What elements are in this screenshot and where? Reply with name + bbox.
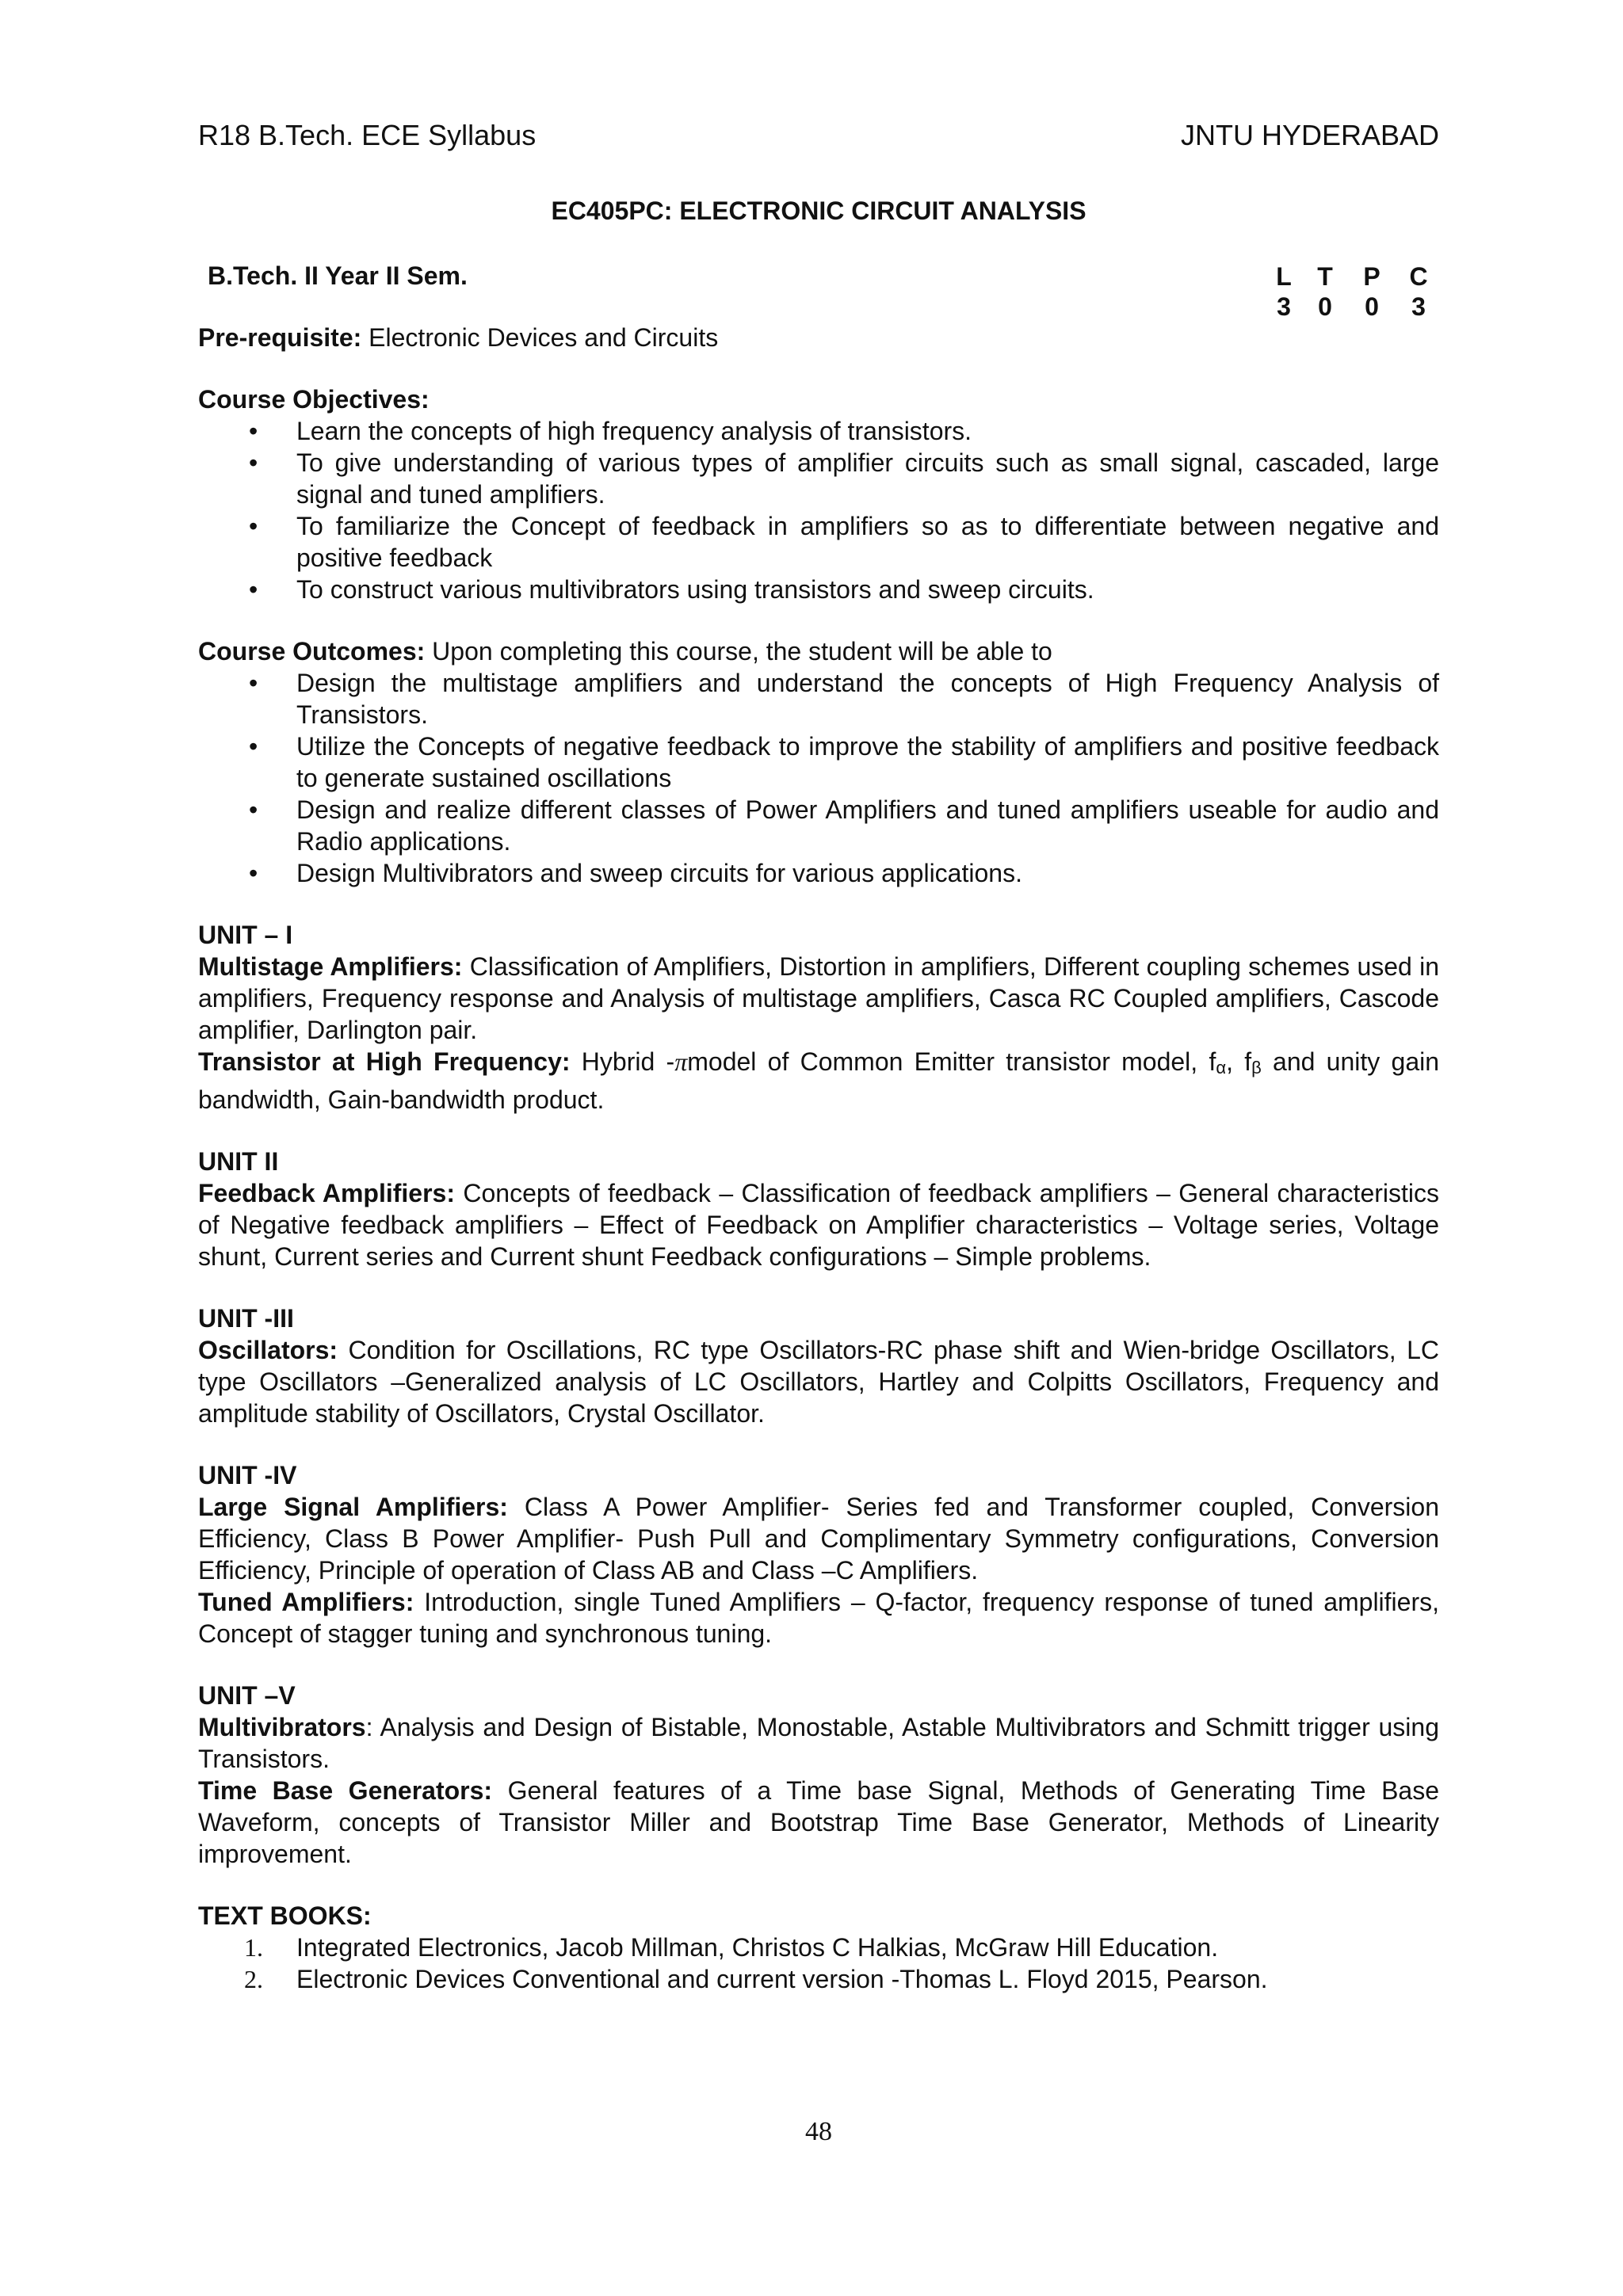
ltpc-label-p: P [1363,262,1381,291]
unit1-topic-1: Multistage Amplifiers: [198,952,463,981]
page-header [198,119,1439,157]
ltpc-table [1263,261,1439,322]
unit3-topic-1: Oscillators: [198,1336,338,1364]
objectives-heading: Course Objectives: [198,385,430,414]
header-left: R18 B.Tech. ECE Syllabus [198,119,537,151]
unit5-text-1: : Analysis and Design of Bistable, Monostable, Astable Multivibrators and Schmitt trigger using Transistors. [198,1713,1439,1773]
ltpc-value-l: 3 [1277,292,1291,321]
course-title: EC405PC: ELECTRONIC CIRCUIT ANALYSIS [551,196,1086,225]
unit4-text-2: Introduction, single Tuned Amplifiers – Q-factor, frequency response of tuned amplifiers, Concept of stagger tuning and synchronous tuning. [198,1588,1440,1648]
unit5-text-2: General features of a Time base Signal, Methods of Generating Time Base Waveform, concepts of Transistor Miller and Bootstrap Time Base Generator, Methods of Linearity improvement. [198,1776,1439,1868]
unit5-paragraph-2 [198,1775,1439,1870]
ltpc-value-t: 0 [1318,292,1332,321]
textbooks-list [198,1932,1439,1995]
list-item: • To give understanding of various types of amplifier circuits such as small signal, cascaded, large signal and tuned amplifiers. [198,447,1439,510]
list-number: 1. [244,1933,263,1962]
unit1-heading: UNIT – I [198,921,293,949]
unit5-topic-1: Multivibrators [198,1713,366,1741]
unit1-topic-2: Transistor at High Frequency: [198,1047,571,1076]
beta-subscript: β [1251,1058,1262,1077]
ltpc-label-l: L [1276,262,1292,291]
header-right: JNTU HYDERABAD [1180,119,1439,151]
list-number: 2. [244,1965,263,1993]
unit2-topic-1: Feedback Amplifiers: [198,1179,455,1207]
textbook-text: Integrated Electronics, Jacob Millman, Christos C Halkias, McGraw Hill Education. [296,1933,1219,1962]
unit2-text-1: Concepts of feedback – Classification of feedback amplifiers – General characteristics of Negative feedback amplifiers – Effect of Feedback on Amplifier characteristics – Voltage series, Voltage shunt, Current series and Current shunt Feedback configurations – Simple problems. [198,1179,1440,1271]
objectives-list [198,415,1439,605]
outcomes-intro [198,635,1439,667]
pi-symbol: π [674,1047,688,1076]
outcomes-heading: Course Outcomes: [198,637,426,666]
unit5-heading: UNIT –V [198,1681,296,1710]
textbook-text: Electronic Devices Conventional and current version -Thomas L. Floyd 2015, Pearson. [296,1965,1268,1993]
unit1-text-2d: and unity gain bandwidth, Gain-bandwidth product. [198,1047,1440,1114]
unit3-text-1: Condition for Oscillations, RC type Oscillators-RC phase shift and Wien-bridge Oscillators, LC type Oscillators –Generalized analysis of LC Oscillators, Hartley and Colpitts Oscillators, Frequency and amplitude stability of Oscillators, Crystal Oscillator. [198,1336,1439,1428]
unit1-text-2a: Hybrid - [570,1047,675,1076]
list-item: • To familiarize the Concept of feedback in amplifiers so as to differentiate between negative and positive feedback [198,510,1439,574]
list-item [198,1963,1439,1995]
page-number: 48 [805,2117,832,2146]
unit2-heading: UNIT II [198,1147,279,1176]
unit3-heading: UNIT -III [198,1304,294,1333]
ltpc-labels [1263,261,1439,292]
prerequisite [198,322,1439,353]
unit5-topic-2: Time Base Generators: [198,1776,493,1805]
unit1-text-2b: model of Common Emitter transistor model, f [687,1047,1216,1076]
unit4-topic-2: Tuned Amplifiers: [198,1588,414,1616]
list-item: • Utilize the Concepts of negative feedback to improve the stability of amplifiers and positive feedback to generate sustained oscillations [198,730,1439,794]
unit3-paragraph-1 [198,1334,1439,1429]
ltpc-label-t: T [1317,262,1333,291]
ltpc-value-c: 3 [1411,292,1426,321]
syllabus-content [198,322,1439,1995]
textbooks-heading: TEXT BOOKS: [198,1901,372,1930]
unit5-paragraph-1 [198,1711,1439,1775]
list-item: • Design Multivibrators and sweep circuits for various applications. [198,857,1439,889]
list-item: • Design and realize different classes of Power Amplifiers and tuned amplifiers useable for audio and Radio applications. [198,794,1439,857]
list-item [198,1932,1439,1963]
unit1-paragraph-1 [198,951,1439,1046]
unit4-paragraph-1 [198,1491,1439,1586]
ltpc-value-p: 0 [1365,292,1379,321]
alpha-subscript: α [1216,1058,1227,1077]
list-item: • To construct various multivibrators using transistors and sweep circuits. [198,574,1439,605]
prerequisite-text: Electronic Devices and Circuits [361,323,719,352]
ltpc-label-c: C [1409,262,1428,291]
semester-label: B.Tech. II Year II Sem. [208,261,468,290]
list-item: • Design the multistage amplifiers and understand the concepts of High Frequency Analysis of Transistors. [198,667,1439,730]
unit2-paragraph-1 [198,1177,1439,1272]
unit1-text-1: Classification of Amplifiers, Distortion in amplifiers, Different coupling schemes used in amplifiers, Frequency response and Analysis of multistage amplifiers, Casca RC Coupled amplifiers, Cascode amplifier, Darlington pair. [198,952,1440,1044]
unit1-paragraph-2 [198,1046,1439,1116]
ltpc-values [1263,292,1439,322]
outcomes-intro-text: Upon completing this course, the student will be able to [425,637,1052,666]
prerequisite-label: Pre-requisite: [198,323,362,352]
unit4-text-1: Class A Power Amplifier- Series fed and Transformer coupled, Conversion Efficiency, Class B Power Amplifier- Push Pull and Complimentary Symmetry configurations, Conversion Efficiency, Principle of operation of Class AB and Class –C Amplifiers. [198,1493,1440,1585]
unit4-topic-1: Large Signal Amplifiers: [198,1493,508,1521]
unit1-text-2c: , f [1226,1047,1252,1076]
outcomes-list [198,667,1439,889]
unit4-heading: UNIT -IV [198,1461,297,1489]
list-item: • Learn the concepts of high frequency analysis of transistors. [198,415,1439,447]
unit4-paragraph-2 [198,1586,1439,1650]
